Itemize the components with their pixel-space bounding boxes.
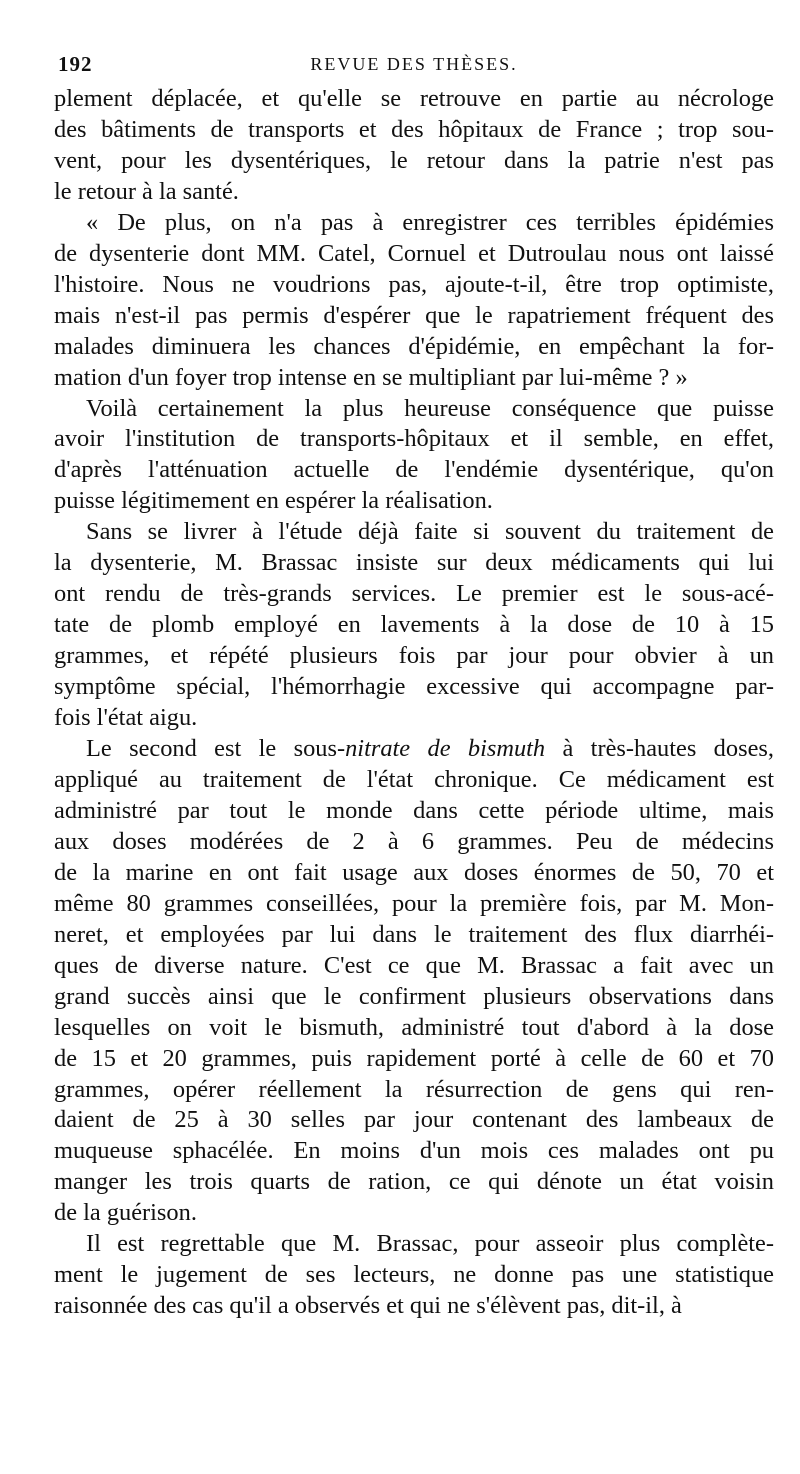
text-line: grammes, opérer réellement la résurrection de gens qui ren-: [54, 1075, 774, 1103]
text-segment: Le second est le sous-: [86, 735, 346, 763]
text-line: tate de plomb employé en lavements à la dose de 10 à 15: [54, 611, 774, 639]
text-line: de 15 et 20 grammes, puis rapidement porté à celle de 60 et 70: [54, 1044, 774, 1072]
text-line: manger les trois quarts de ration, ce qui dénote un état voisin: [54, 1168, 774, 1196]
text-line: Voilà certainement la plus heureuse conséquence que puisse: [86, 394, 774, 422]
text-line: fois l'état aigu.: [54, 704, 198, 732]
text-line: muqueuse sphacélée. En moins d'un mois ces malades ont pu: [54, 1137, 774, 1165]
text-line: grand succès ainsi que le confirment plusieurs observations dans: [54, 982, 774, 1010]
text-line: plement déplacée, et qu'elle se retrouve en partie au nécrologe: [54, 85, 774, 112]
text-line: aux doses modérées de 2 à 6 grammes. Peu de médecins: [54, 827, 774, 855]
text-line: l'histoire. Nous ne voudrions pas, ajoute-t-il, être trop optimiste,: [54, 270, 774, 298]
text-line: d'après l'atténuation actuelle de l'endémie dysentérique, qu'on: [54, 456, 774, 484]
text-line: même 80 grammes conseillées, pour la première fois, par M. Mon-: [54, 889, 774, 917]
text-line: ment le jugement de ses lecteurs, ne donne pas une statistique: [54, 1261, 774, 1289]
text-line: symptôme spécial, l'hémorrhagie excessive qui accompagne par-: [54, 673, 774, 701]
body-text: [54, 84, 774, 1322]
text-line: des bâtiments de transports et des hôpitaux de France ; trop sou-: [54, 115, 774, 143]
text-line: lesquelles on voit le bismuth, administré tout d'abord à la dose: [54, 1013, 774, 1041]
paragraph: [54, 517, 774, 734]
text-line: le retour à la santé.: [54, 177, 239, 205]
text-line: Il est regrettable que M. Brassac, pour asseoir plus complète-: [86, 1230, 774, 1258]
paragraph: [54, 208, 774, 394]
text-segment: à très-hautes doses,: [545, 735, 774, 763]
text-line: neret, et employées par lui dans le traitement des flux diarrhéi-: [54, 920, 774, 948]
text-line: mation d'un foyer trop intense en se multipliant par lui-même ? »: [54, 363, 688, 391]
text-line: ont rendu de très-grands services. Le premier est le sous-acé-: [54, 580, 774, 608]
text-line: malades diminuera les chances d'épidémie, en empêchant la for-: [54, 332, 774, 360]
text-line: daient de 25 à 30 selles par jour contenant des lambeaux de: [54, 1106, 774, 1134]
text-line: appliqué au traitement de l'état chronique. Ce médicament est: [54, 765, 774, 793]
text-line: mais n'est-il pas permis d'espérer que le rapatriement fréquent des: [54, 301, 774, 329]
text-line: raisonnée des cas qu'il a observés et qui ne s'élèvent pas, dit-il, à: [54, 1292, 682, 1320]
page-header: [54, 52, 774, 84]
running-title: REVUE DES THÈSES.: [310, 54, 518, 74]
text-line: la dysenterie, M. Brassac insiste sur deux médicaments qui lui: [54, 549, 774, 577]
text-line: puisse légitimement en espérer la réalisation.: [54, 487, 493, 515]
paragraph: [54, 394, 774, 518]
text-line: avoir l'institution de transports-hôpitaux et il semble, en effet,: [54, 425, 774, 453]
document-page: [54, 52, 774, 1322]
page-number: 192: [58, 52, 93, 76]
paragraph: [54, 1229, 774, 1322]
italic-term: nitrate de bismuth: [345, 735, 546, 763]
text-line: [54, 734, 774, 765]
text-line: « De plus, on n'a pas à enregistrer ces terribles épidémies: [86, 208, 774, 236]
paragraph: [54, 734, 774, 1229]
text-line: grammes, et répété plusieurs fois par jour pour obvier à un: [54, 642, 774, 670]
text-line: vent, pour les dysentériques, le retour dans la patrie n'est pas: [54, 146, 774, 174]
text-line: administré par tout le monde dans cette période ultime, mais: [54, 796, 774, 824]
text-line: de la guérison.: [54, 1199, 197, 1227]
text-line: de dysenterie dont MM. Catel, Cornuel et Dutroulau nous ont laissé: [54, 239, 774, 267]
text-line: Sans se livrer à l'étude déjà faite si souvent du traitement de: [86, 518, 774, 546]
text-line: de la marine en ont fait usage aux doses énormes de 50, 70 et: [54, 858, 774, 886]
text-line: ques de diverse nature. C'est ce que M. Brassac a fait avec un: [54, 951, 774, 979]
paragraph: [54, 84, 774, 208]
